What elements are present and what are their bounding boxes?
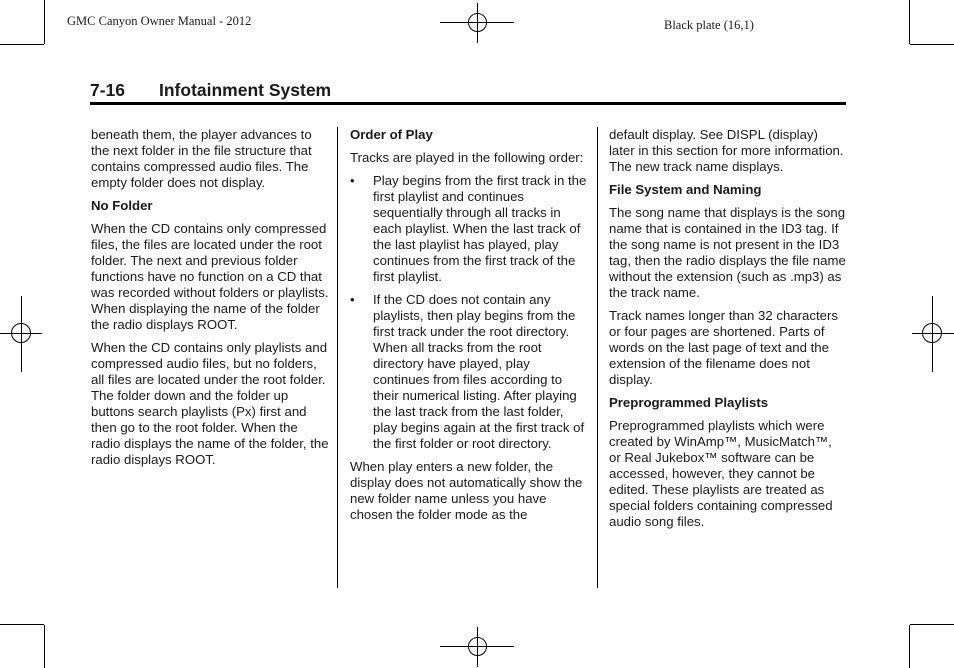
manual-title: GMC Canyon Owner Manual - 2012 (67, 14, 252, 28)
subheading-no-folder: No Folder (91, 198, 153, 213)
crop-mark-top-right-v (909, 0, 910, 44)
column-3 (609, 127, 847, 537)
subheading-file-system-naming: File System and Naming (609, 182, 762, 197)
paragraph: default display. See DISPL (display) later in this section for more information. The new track name displays. (609, 127, 844, 174)
crop-mark-top-left-v (44, 0, 45, 44)
subheading-order-of-play: Order of Play (350, 127, 433, 142)
paragraph: The song name that displays is the song name that is contained in the ID3 tag. If the song name is not present in the ID3 tag, then the radio displays the file name without the extension (such as .mp3) as the track name. (609, 205, 846, 300)
paragraph: Track names longer than 32 characters or four pages are shortened. Parts of words on the last page of text and the extension of the filename does not display. (609, 308, 838, 387)
paragraph: When the CD contains only compressed files, the files are located under the root folder. The next and previous folder functions have no function on a CD that was recorded without folders or playlists. When displaying the name of the folder the radio displays ROOT. (91, 221, 329, 332)
subheading-preprogrammed-playlists: Preprogrammed Playlists (609, 395, 769, 410)
crop-mark-bottom-right-v (909, 625, 910, 668)
paragraph: beneath them, the player advances to the next folder in the file structure that contains compressed audio files. The empty folder does not display. (91, 127, 312, 190)
bullet-list (350, 173, 588, 452)
crop-mark-top-left-h (0, 44, 44, 45)
crop-mark-top-right-h (910, 44, 954, 45)
section-rule (90, 102, 846, 105)
list-item-text: If the CD does not contain any playlists, then play begins from the first track under the root directory. When all tracks from the root directory have played, play continues from files according to their numerical listing. After playing the last track from the last folder, play begins again at the first track of the first folder or root directory. (373, 292, 585, 451)
registration-mark-bottom (440, 627, 514, 667)
registration-mark-right (912, 296, 954, 372)
list-item (350, 292, 588, 452)
list-item-text: Play begins from the first track in the first playlist and continues sequentially through all tracks in each playlist. When the last track of the last playlist has played, play continues from the first track of the first playlist. (373, 173, 587, 284)
crop-mark-bottom-right-h (910, 624, 954, 625)
paragraph: Tracks are played in the following order: (350, 150, 584, 165)
list-item (350, 173, 588, 285)
column-divider-1 (337, 127, 338, 588)
paragraph: Preprogrammed playlists which were created by WinAmp™, MusicMatch™, or Real Jukebox™ software can be accessed, however, they cannot be edited. These playlists are treated as special folders containing compressed audio song files. (609, 418, 833, 529)
column-divider-2 (597, 127, 598, 588)
section-title: Infotainment System (159, 80, 332, 100)
crop-mark-bottom-left-h (0, 624, 44, 625)
registration-mark-left (0, 296, 42, 372)
registration-mark-top (440, 3, 514, 43)
crop-mark-bottom-left-v (44, 625, 45, 668)
paragraph: When play enters a new folder, the display does not automatically show the new folder name unless you have chosen the folder mode as the (350, 459, 583, 522)
plate-label: Black plate (16,1) (664, 18, 754, 32)
column-1 (91, 127, 329, 475)
bullet-icon: • (350, 173, 355, 188)
bullet-icon: • (350, 292, 355, 307)
page-number: 7-16 (90, 80, 126, 100)
column-2 (350, 127, 588, 530)
paragraph: When the CD contains only playlists and compressed audio files, but no folders, all files are located under the root folder. The folder down and the folder up buttons search playlists (Px) first and then go to the root folder. When the radio displays the name of the folder, the radio displays ROOT. (91, 340, 329, 467)
